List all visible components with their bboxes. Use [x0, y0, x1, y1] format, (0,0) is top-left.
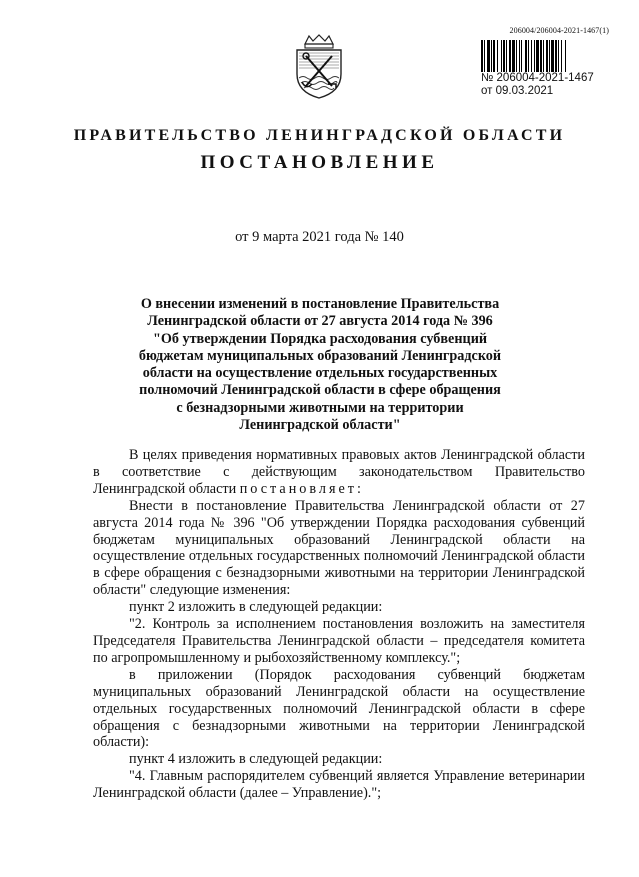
body-paragraph: в приложении (Порядок расходования субвенций бюджетам муниципальных образований Ленинградской области на осуществление отдельных государственных полномочий Ленинградской области в сфере обращения с безнадзорными животными на территории Ленинградской области):: [93, 666, 585, 751]
decree-subject: [120, 296, 520, 434]
body-paragraph: пункт 2 изложить в следующей редакции:: [129, 599, 383, 616]
preamble-end: :: [357, 480, 361, 497]
body-paragraph: "2. Контроль за исполнением постановления возложить на заместителя Председателя Правительства Ленинградской области – председателя комитета по агропромышленному и рыбохозяйственному комплексу.";: [93, 616, 585, 666]
body-paragraph: пункт 4 изложить в следующей редакции:: [129, 751, 383, 768]
subject-line: области на осуществление отдельных государственных: [142, 365, 498, 382]
preamble-text: В целях приведения нормативных правовых актов Ленинградской области в соответствие с действующим законодательством Правительство Ленинградской области: [93, 447, 585, 497]
body-paragraph: "4. Главным распорядителем субвенций является Управление ветеринарии Ленинградской области (далее – Управление).";: [93, 768, 585, 802]
subject-line: с безнадзорными животными на территории: [176, 399, 464, 416]
registration-code: 206004/206004-2021-1467(1): [509, 26, 609, 35]
subject-line: О внесении изменений в постановление Правительства: [140, 296, 500, 312]
decree-verb: постановляет: [239, 480, 358, 497]
document-type: ПОСТАНОВЛЕНИЕ: [200, 152, 439, 173]
registration-date: от 09.03.2021: [481, 85, 554, 97]
government-title: ПРАВИТЕЛЬСТВО ЛЕНИНГРАДСКОЙ ОБЛАСТИ: [73, 127, 566, 144]
subject-line: Ленинградской области": [239, 417, 401, 434]
body-paragraph: Внести в постановление Правительства Ленинградской области от 27 августа 2014 года № 396 "Об утверждении Порядка расходования субвенций бюджетам муниципальных образований Ленинградской области на осуществление отдельных государственных полномочий Ленинградской области в сфере обращения с безнадзорными животными на территории Ленинградской области" следующие изменения:: [93, 497, 585, 599]
decree-body: [93, 447, 585, 802]
registration-number: № 206004-2021-1467: [481, 72, 594, 84]
subject-line: бюджетам муниципальных образований Ленинградской: [138, 347, 502, 364]
decree-date: от 9 марта 2021 года № 140: [235, 229, 404, 245]
barcode: [481, 40, 611, 72]
subject-line: полномочий Ленинградской области в сфере обращения: [139, 382, 501, 399]
registration-stamp: [481, 72, 594, 98]
coat-of-arms-emblem: [291, 34, 347, 100]
subject-line: "Об утверждении Порядка расходования субвенций: [152, 330, 488, 347]
body-paragraph-preamble: [93, 447, 585, 498]
subject-line: Ленинградской области от 27 августа 2014 года № 396: [147, 313, 493, 330]
